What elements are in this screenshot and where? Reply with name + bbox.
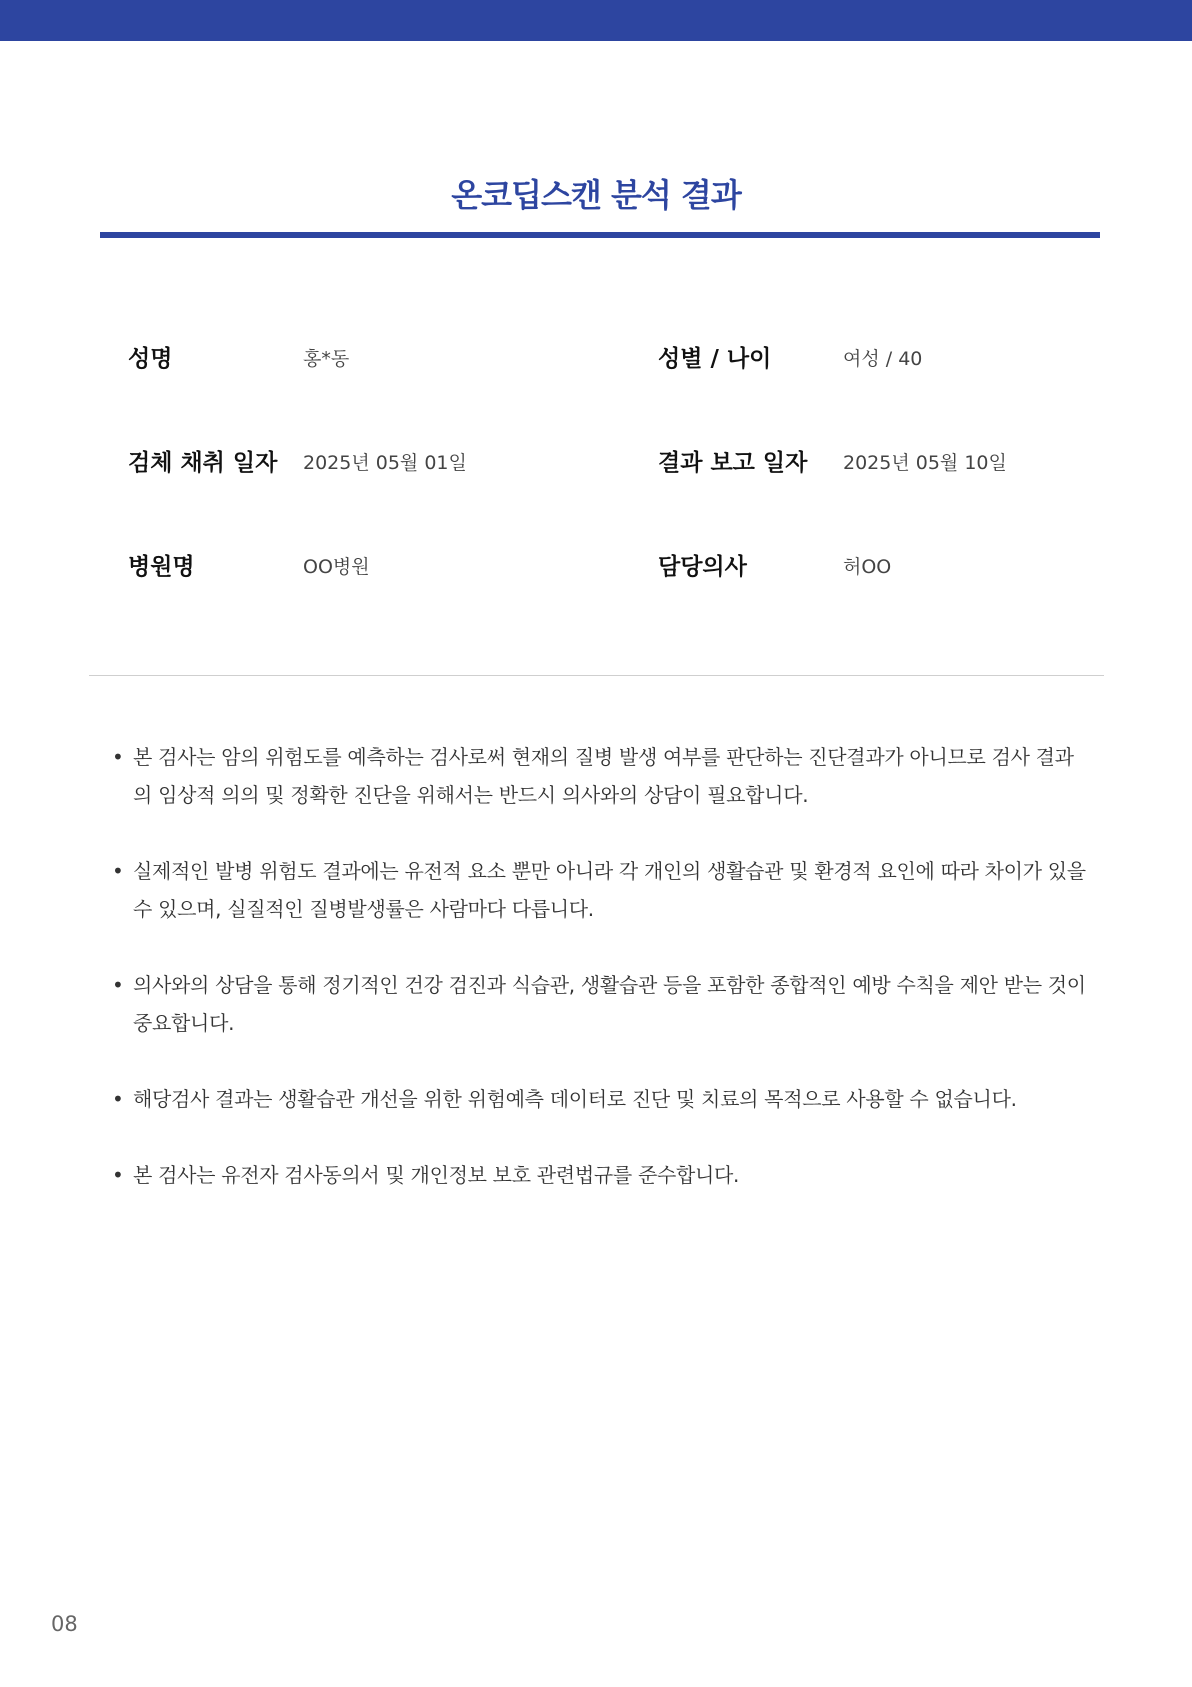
doctor-value: 허OO xyxy=(843,556,892,578)
name-label: 성명 xyxy=(128,346,173,372)
list-item xyxy=(110,738,1090,814)
bullet-icon: • xyxy=(112,973,124,997)
gender-age-label: 성별 / 나이 xyxy=(658,346,772,372)
name-value: 홍*동 xyxy=(303,348,350,370)
hospital-label: 병원명 xyxy=(128,554,195,580)
bullet-icon: • xyxy=(112,745,124,769)
info-row-name xyxy=(128,320,1028,424)
report-date-value: 2025년 05월 10일 xyxy=(843,452,1007,474)
bullet-icon: • xyxy=(112,1163,124,1187)
list-item xyxy=(110,1156,1090,1194)
info-row-dates xyxy=(128,424,1028,528)
collection-date-label: 검체 채취 일자 xyxy=(128,450,278,476)
hospital-value: OO병원 xyxy=(303,556,370,578)
list-item xyxy=(110,1080,1090,1118)
gender-age-value: 여성 / 40 xyxy=(843,348,923,370)
title-underline xyxy=(100,232,1100,238)
bullet-icon: • xyxy=(112,1087,124,1111)
note-text: 실제적인 발병 위험도 결과에는 유전적 요소 뿐만 아니라 각 개인의 생활습관 및 환경적 요인에 따라 차이가 있을 수 있으며, 실질적인 질병발생률은 사람마다 다릅니다. xyxy=(133,859,1086,921)
report-date-label: 결과 보고 일자 xyxy=(658,450,808,476)
note-text: 본 검사는 암의 위험도를 예측하는 검사로써 현재의 질병 발생 여부를 판단하는 진단결과가 아니므로 검사 결과의 임상적 의의 및 정확한 진단을 위해서는 반드시 의사와의 상담이 필요합니다. xyxy=(133,745,1074,807)
bullet-icon: • xyxy=(112,859,124,883)
note-text: 의사와의 상담을 통해 정기적인 건강 검진과 식습관, 생활습관 등을 포함한 종합적인 예방 수칙을 제안 받는 것이 중요합니다. xyxy=(133,973,1086,1035)
page-title: 온코딥스캔 분석 결과 xyxy=(451,176,741,214)
note-text: 본 검사는 유전자 검사동의서 및 개인정보 보호 관련법규를 준수합니다. xyxy=(133,1163,740,1187)
list-item xyxy=(110,852,1090,928)
top-color-bar xyxy=(0,0,1192,41)
info-row-hospital xyxy=(128,528,1028,632)
list-item xyxy=(110,966,1090,1042)
collection-date-value: 2025년 05월 01일 xyxy=(303,452,467,474)
doctor-label: 담당의사 xyxy=(658,554,747,580)
patient-info-grid xyxy=(128,320,1028,632)
section-divider xyxy=(89,675,1104,676)
note-text: 해당검사 결과는 생활습관 개선을 위한 위험예측 데이터로 진단 및 치료의 목적으로 사용할 수 없습니다. xyxy=(133,1087,1017,1111)
notes-list xyxy=(110,738,1090,1232)
page-number: 08 xyxy=(51,1612,78,1636)
